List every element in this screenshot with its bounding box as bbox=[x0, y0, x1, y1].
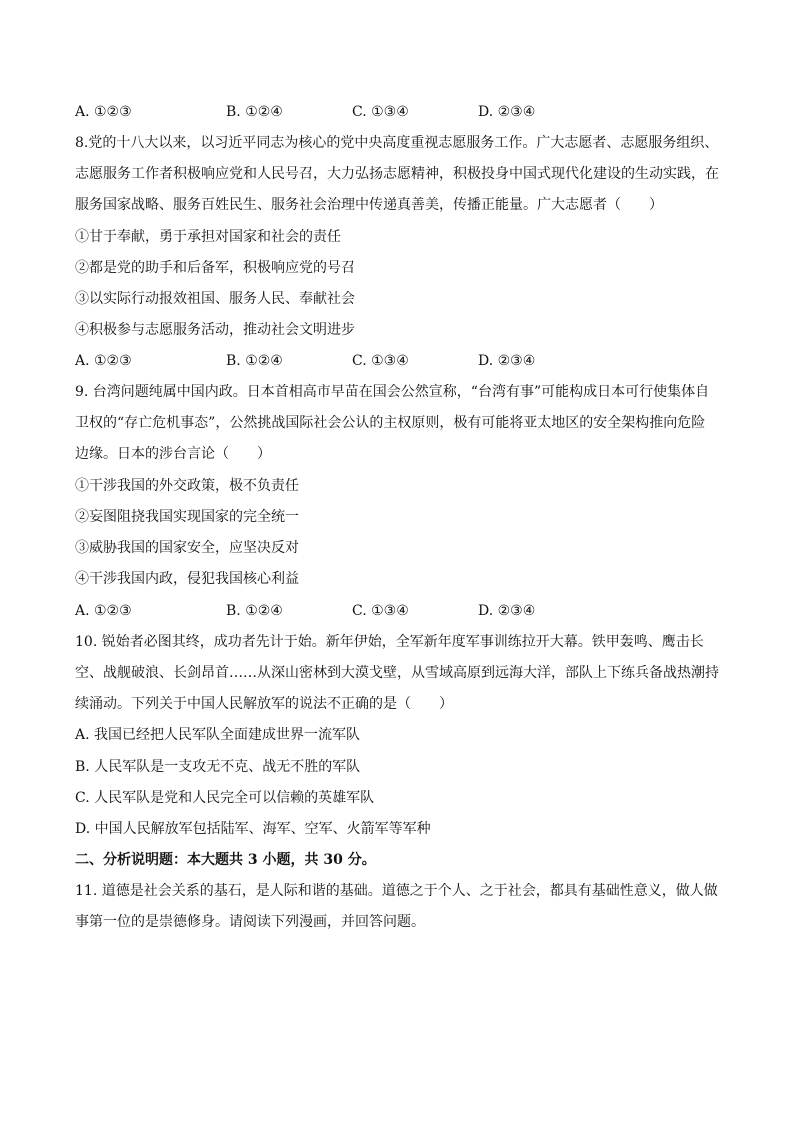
q8-options bbox=[75, 351, 725, 371]
q7-options bbox=[75, 102, 725, 122]
q9-statement-1: ①干涉我国的外交政策，极不负责任 bbox=[75, 478, 299, 494]
q9-stem-line: 9. 台湾问题纯属中国内政。日本首相高市早苗在国会公然宣称，“台湾有事”可能构成日本可行使集体自 bbox=[75, 384, 710, 400]
q8-statement-2: ②都是党的助手和后备军，积极响应党的号召 bbox=[75, 260, 355, 276]
q10-stem-line: 续涌动。下列关于中国人民解放军的说法不正确的是（ ） bbox=[75, 696, 453, 712]
q8-option-b: B. ①②④ bbox=[226, 353, 283, 369]
q10-option-b: B. 人民军队是一支攻无不克、战无不胜的军队 bbox=[75, 759, 361, 775]
q10-stem-line: 10. 锐始者必图其终，成功者先计于始。新年伊始，全军新年度军事训练拉开大幕。铁甲轰鸣、鹰击长 bbox=[75, 634, 704, 650]
q10-option-d: D. 中国人民解放军包括陆军、海军、空军、火箭军等军种 bbox=[75, 821, 431, 837]
q8-option-a: A. ①②③ bbox=[75, 353, 132, 369]
q8-option-d: D. ②③④ bbox=[478, 353, 536, 369]
q11-stem-line: 事第一位的是崇德修身。请阅读下列漫画，并回答问题。 bbox=[75, 914, 425, 930]
q9-option-d: D. ②③④ bbox=[478, 603, 536, 619]
q10-stem-line: 空、战舰破浪、长剑昂首……从深山密林到大漠戈壁，从雪域高原到远海大洋，部队上下练兵备战热潮持 bbox=[75, 665, 719, 681]
q9-statement-3: ③威胁我国的国家安全，应坚决反对 bbox=[75, 540, 299, 556]
q8-stem-line: 志愿服务工作者积极响应党和人民号召，大力弘扬志愿精神，积极投身中国式现代化建设的生动实践，在 bbox=[75, 166, 719, 182]
q8-statement-4: ④积极参与志愿服务活动，推动社会文明进步 bbox=[75, 322, 355, 338]
section-heading: 二、分析说明题：本大题共 3 小题，共 30 分。 bbox=[75, 852, 376, 868]
q7-option-b: B. ①②④ bbox=[226, 104, 283, 120]
q8-option-c: C. ①③④ bbox=[352, 353, 409, 369]
q8-statement-1: ①甘于奉献，勇于承担对国家和社会的责任 bbox=[75, 229, 341, 245]
q10-option-a: A. 我国已经把人民军队全面建成世界一流军队 bbox=[75, 727, 361, 743]
q9-option-b: B. ①②④ bbox=[226, 603, 283, 619]
q7-option-d: D. ②③④ bbox=[478, 104, 536, 120]
q9-statement-4: ④干涉我国内政，侵犯我国核心利益 bbox=[75, 571, 299, 587]
q9-stem-line: 卫权的“存亡危机事态”，公然挑战国际社会公认的主权原则，极有可能将亚太地区的安全架构推向危险 bbox=[75, 415, 706, 431]
q9-options bbox=[75, 601, 725, 621]
q8-statement-3: ③以实际行动报效祖国、服务人民、奉献社会 bbox=[75, 291, 355, 307]
q11-stem-line: 11. 道德是社会关系的基石，是人际和谐的基础。道德之于个人、之于社会，都具有基础性意义，做人做 bbox=[75, 883, 718, 899]
q8-stem-line: 8.党的十八大以来，以习近平同志为核心的党中央高度重视志愿服务工作。广大志愿者、志愿服务组织、 bbox=[75, 135, 719, 151]
q9-stem-line: 边缘。日本的涉台言论（ ） bbox=[75, 446, 271, 462]
q9-option-a: A. ①②③ bbox=[75, 603, 132, 619]
q7-option-a: A. ①②③ bbox=[75, 104, 132, 120]
q7-option-c: C. ①③④ bbox=[352, 104, 409, 120]
q9-statement-2: ②妄图阻挠我国实现国家的完全统一 bbox=[75, 509, 299, 525]
q9-option-c: C. ①③④ bbox=[352, 603, 409, 619]
q10-option-c: C. 人民军队是党和人民完全可以信赖的英雄军队 bbox=[75, 790, 375, 806]
q8-stem-line: 服务国家战略、服务百姓民生、服务社会治理中传递真善美，传播正能量。广大志愿者（ ） bbox=[75, 197, 663, 213]
